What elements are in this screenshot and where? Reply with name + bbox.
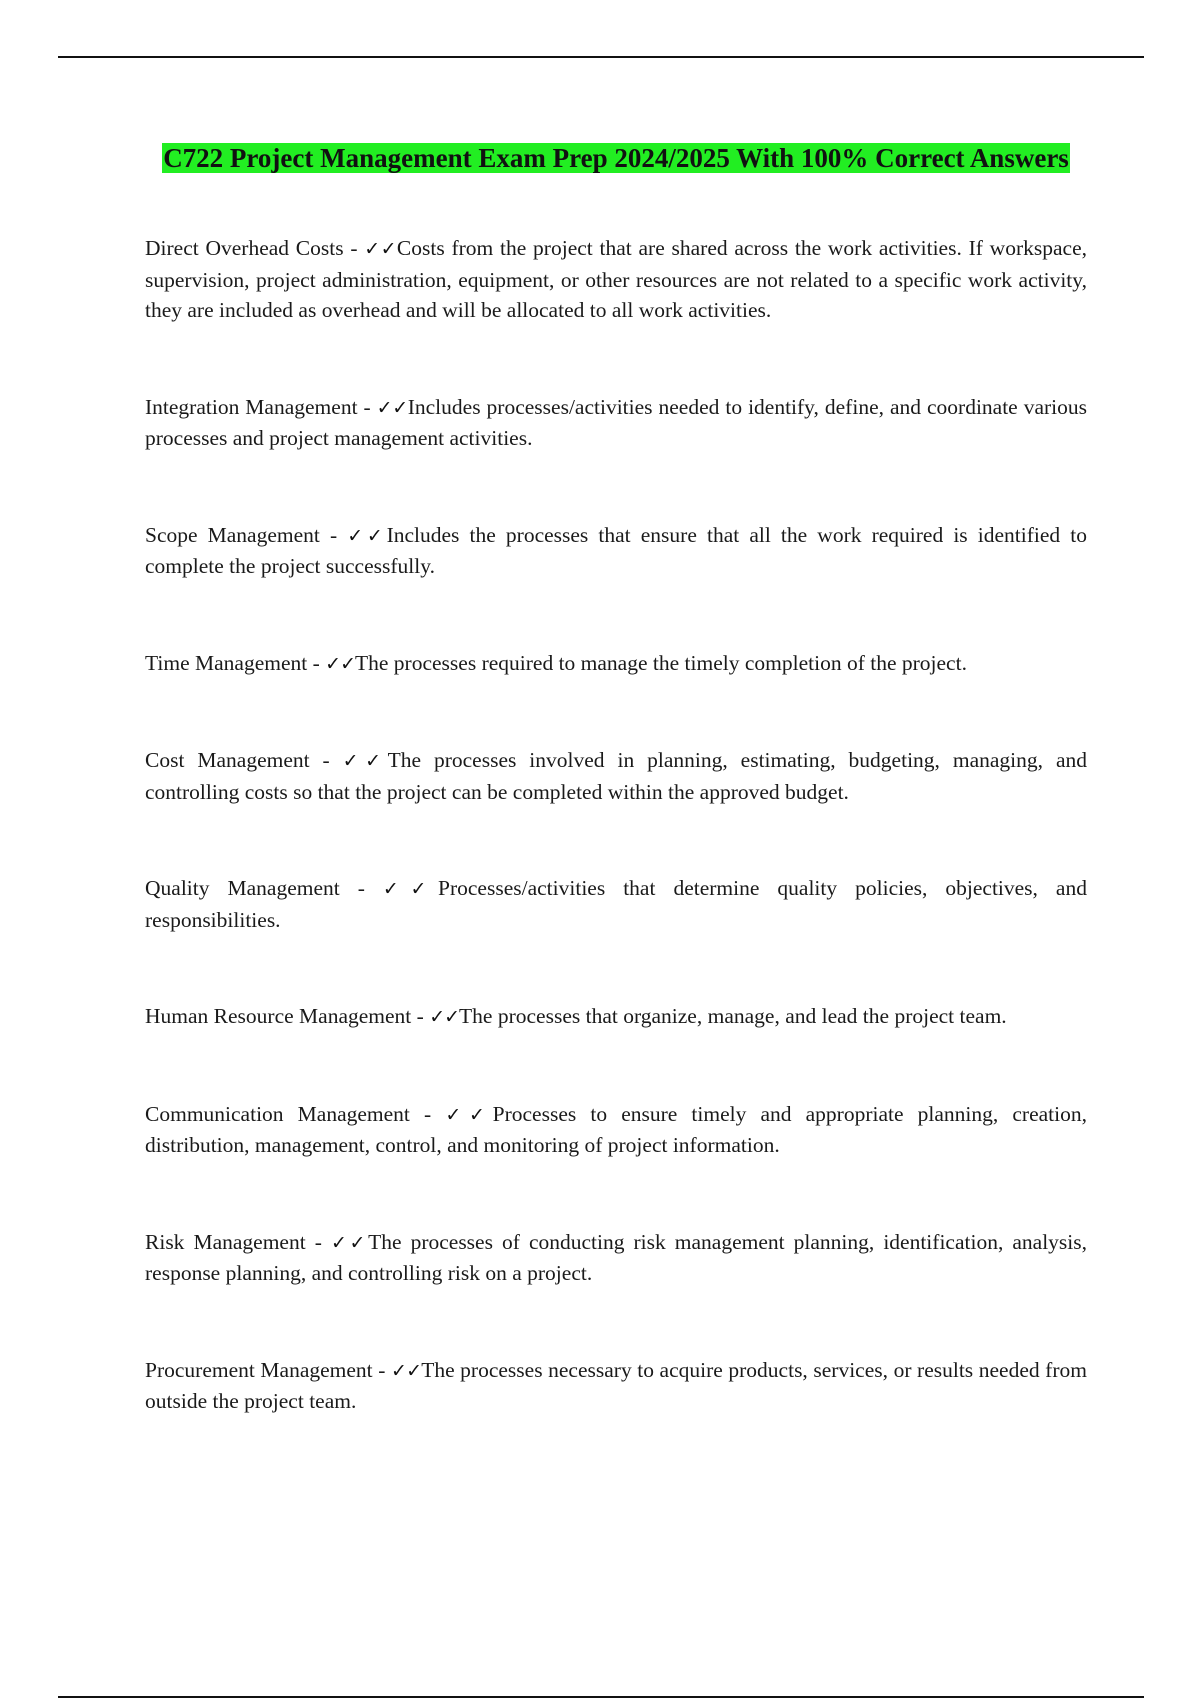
term-entry [145, 1227, 1087, 1289]
term-name: Time Management [145, 650, 308, 675]
double-check-icon: ✓✓ [390, 1359, 422, 1382]
term-entry [145, 392, 1087, 454]
top-divider [58, 56, 1144, 58]
term-separator: - [319, 522, 348, 547]
document-title [145, 140, 1087, 177]
term-name: Procurement Management [145, 1357, 373, 1382]
term-entry [145, 233, 1087, 326]
term-entry [145, 1001, 1087, 1033]
term-entry [145, 520, 1087, 582]
term-definition: Includes processes/activities needed to identify, define, and coordinate various processes and project management activities. [145, 394, 1087, 450]
term-separator: - [409, 1101, 446, 1126]
double-check-icon: ✓✓ [364, 238, 397, 260]
term-definition: The processes required to manage the timely completion of the project. [355, 650, 967, 675]
term-separator: - [305, 1229, 331, 1254]
double-check-icon: ✓✓ [445, 1103, 493, 1126]
term-separator: - [372, 1357, 391, 1382]
term-name: Human Resource Management [145, 1004, 412, 1028]
double-check-icon: ✓✓ [342, 750, 388, 772]
term-definition: The processes that organize, manage, and lead the project team. [459, 1004, 1007, 1028]
document-title-text: C722 Project Management Exam Prep 2024/2025 With 100% Correct Answers [163, 143, 1069, 173]
term-entry [145, 1355, 1087, 1417]
term-list [145, 233, 1087, 1417]
term-name: Risk Management [145, 1229, 306, 1254]
double-check-icon: ✓✓ [330, 1231, 369, 1254]
term-separator: - [343, 236, 365, 260]
double-check-icon: ✓✓ [347, 524, 387, 547]
term-definition: Costs from the project that are shared across the work activities. If workspace, supervision, project administration, equipment, or other resources are not related to a specific work activity, they are included as overhead and will be allocated to all work activities. [145, 236, 1087, 322]
term-name: Cost Management [145, 748, 310, 772]
term-definition: Processes to ensure timely and appropriate planning, creation, distribution, management, control, and monitoring of project information. [145, 1101, 1087, 1157]
term-definition: Includes the processes that ensure that all the work required is identified to complete the project successfully. [145, 522, 1087, 578]
term-entry [145, 873, 1087, 935]
term-name: Scope Management [145, 522, 320, 547]
term-definition: The processes necessary to acquire products, services, or results needed from outside the project team. [145, 1357, 1087, 1413]
double-check-icon: ✓✓ [376, 396, 408, 419]
term-separator: - [357, 394, 377, 419]
term-separator: - [411, 1004, 430, 1028]
term-definition: Processes/activities that determine quality policies, objectives, and responsibilities. [145, 876, 1087, 932]
term-definition: The processes involved in planning, estimating, budgeting, managing, and controlling costs so that the project can be completed within the approved budget. [145, 748, 1087, 804]
term-name: Quality Management [145, 876, 340, 900]
term-separator: - [309, 748, 343, 772]
term-name: Direct Overhead Costs [145, 236, 344, 260]
term-separator: - [339, 876, 383, 900]
term-entry [145, 1099, 1087, 1161]
double-check-icon: ✓✓ [429, 1006, 460, 1028]
term-name: Integration Management [145, 394, 358, 419]
term-definition: The processes of conducting risk management planning, identification, analysis, response planning, and controlling risk on a project. [145, 1229, 1087, 1285]
bottom-divider [58, 1696, 1144, 1698]
term-name: Communication Management [145, 1101, 410, 1126]
term-separator: - [307, 650, 326, 675]
double-check-icon: ✓✓ [325, 652, 355, 675]
term-entry [145, 745, 1087, 807]
double-check-icon: ✓✓ [382, 878, 439, 900]
term-entry [145, 648, 1087, 680]
